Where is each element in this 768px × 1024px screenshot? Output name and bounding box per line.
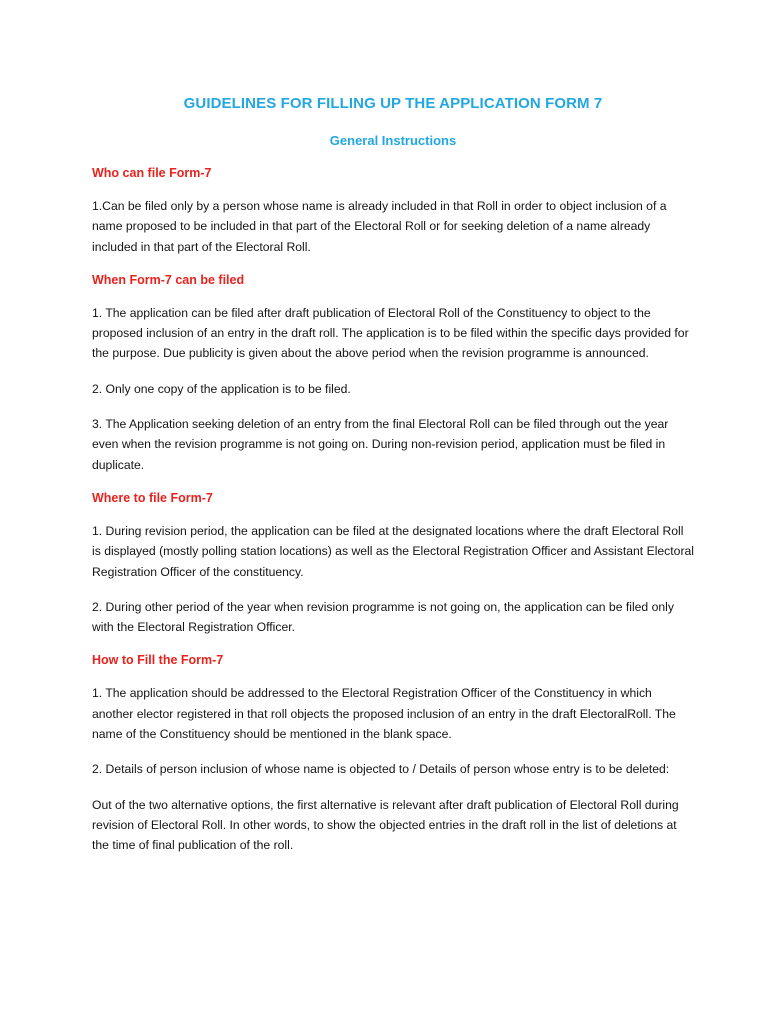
section-heading: When Form-7 can be filed xyxy=(92,272,245,287)
section-paragraph: 2. Details of person inclusion of whose name is objected to / Details of person whose entry is to be deleted: xyxy=(92,762,670,777)
document-subtitle: General Instructions xyxy=(329,133,457,148)
section-paragraph: 1.Can be filed only by a person whose name is already included in that Roll in order to object inclusion of a name proposed to be included in that part of the Electoral Roll or for seeking deletion of a name already included in that part of the Electoral Roll. xyxy=(92,199,667,254)
section-heading: How to Fill the Form-7 xyxy=(92,653,224,668)
section-paragraph: Out of the two alternative options, the first alternative is relevant after draft publication of Electoral Roll during revision of Electoral Roll. In other words, to show the objected entries in the draft roll in the list of deletions at the time of final publication of the roll. xyxy=(92,797,679,853)
section-paragraph: 1. The application can be filed after draft publication of Electoral Roll of the Constituency to object to the proposed inclusion of an entry in the draft roll. The application is to be filed within the specific days provided for the purpose. Due publicity is given about the above period when the revision programme is announced. xyxy=(92,305,689,361)
section-how-to-fill xyxy=(92,651,694,855)
section-paragraph: 2. During other period of the year when revision programme is not going on, the application can be filed only with the Electoral Registration Officer. xyxy=(92,599,674,635)
section-heading: Who can file Form-7 xyxy=(92,166,212,180)
document-title: GUIDELINES FOR FILLING UP THE APPLICATION FORM 7 xyxy=(183,95,603,112)
section-where-to-file xyxy=(92,489,694,637)
section-paragraph: 3. The Application seeking deletion of an entry from the final Electoral Roll can be filed through out the year even when the revision programme is not going on. During non-revision period, application must be filed in duplicate. xyxy=(92,417,669,472)
section-who-can-file xyxy=(92,164,694,257)
section-paragraph: 2. Only one copy of the application is to be filed. xyxy=(92,381,351,396)
section-paragraph: 1. The application should be addressed to the Electoral Registration Officer of the Constituency in which another elector registered in that roll objects the proposed inclusion of an entry in the draft ElectoralRoll. The name of the Constituency should be mentioned in the blank space. xyxy=(92,686,676,742)
section-when-can-be-filed xyxy=(92,271,694,475)
section-heading: Where to file Form-7 xyxy=(92,490,213,505)
section-paragraph: 1. During revision period, the application can be filed at the designated locations where the draft Electoral Roll is displayed (mostly polling station locations) as well as the Electoral Registration Officer and Assistant Electoral Registration Officer of the constituency. xyxy=(92,523,694,579)
